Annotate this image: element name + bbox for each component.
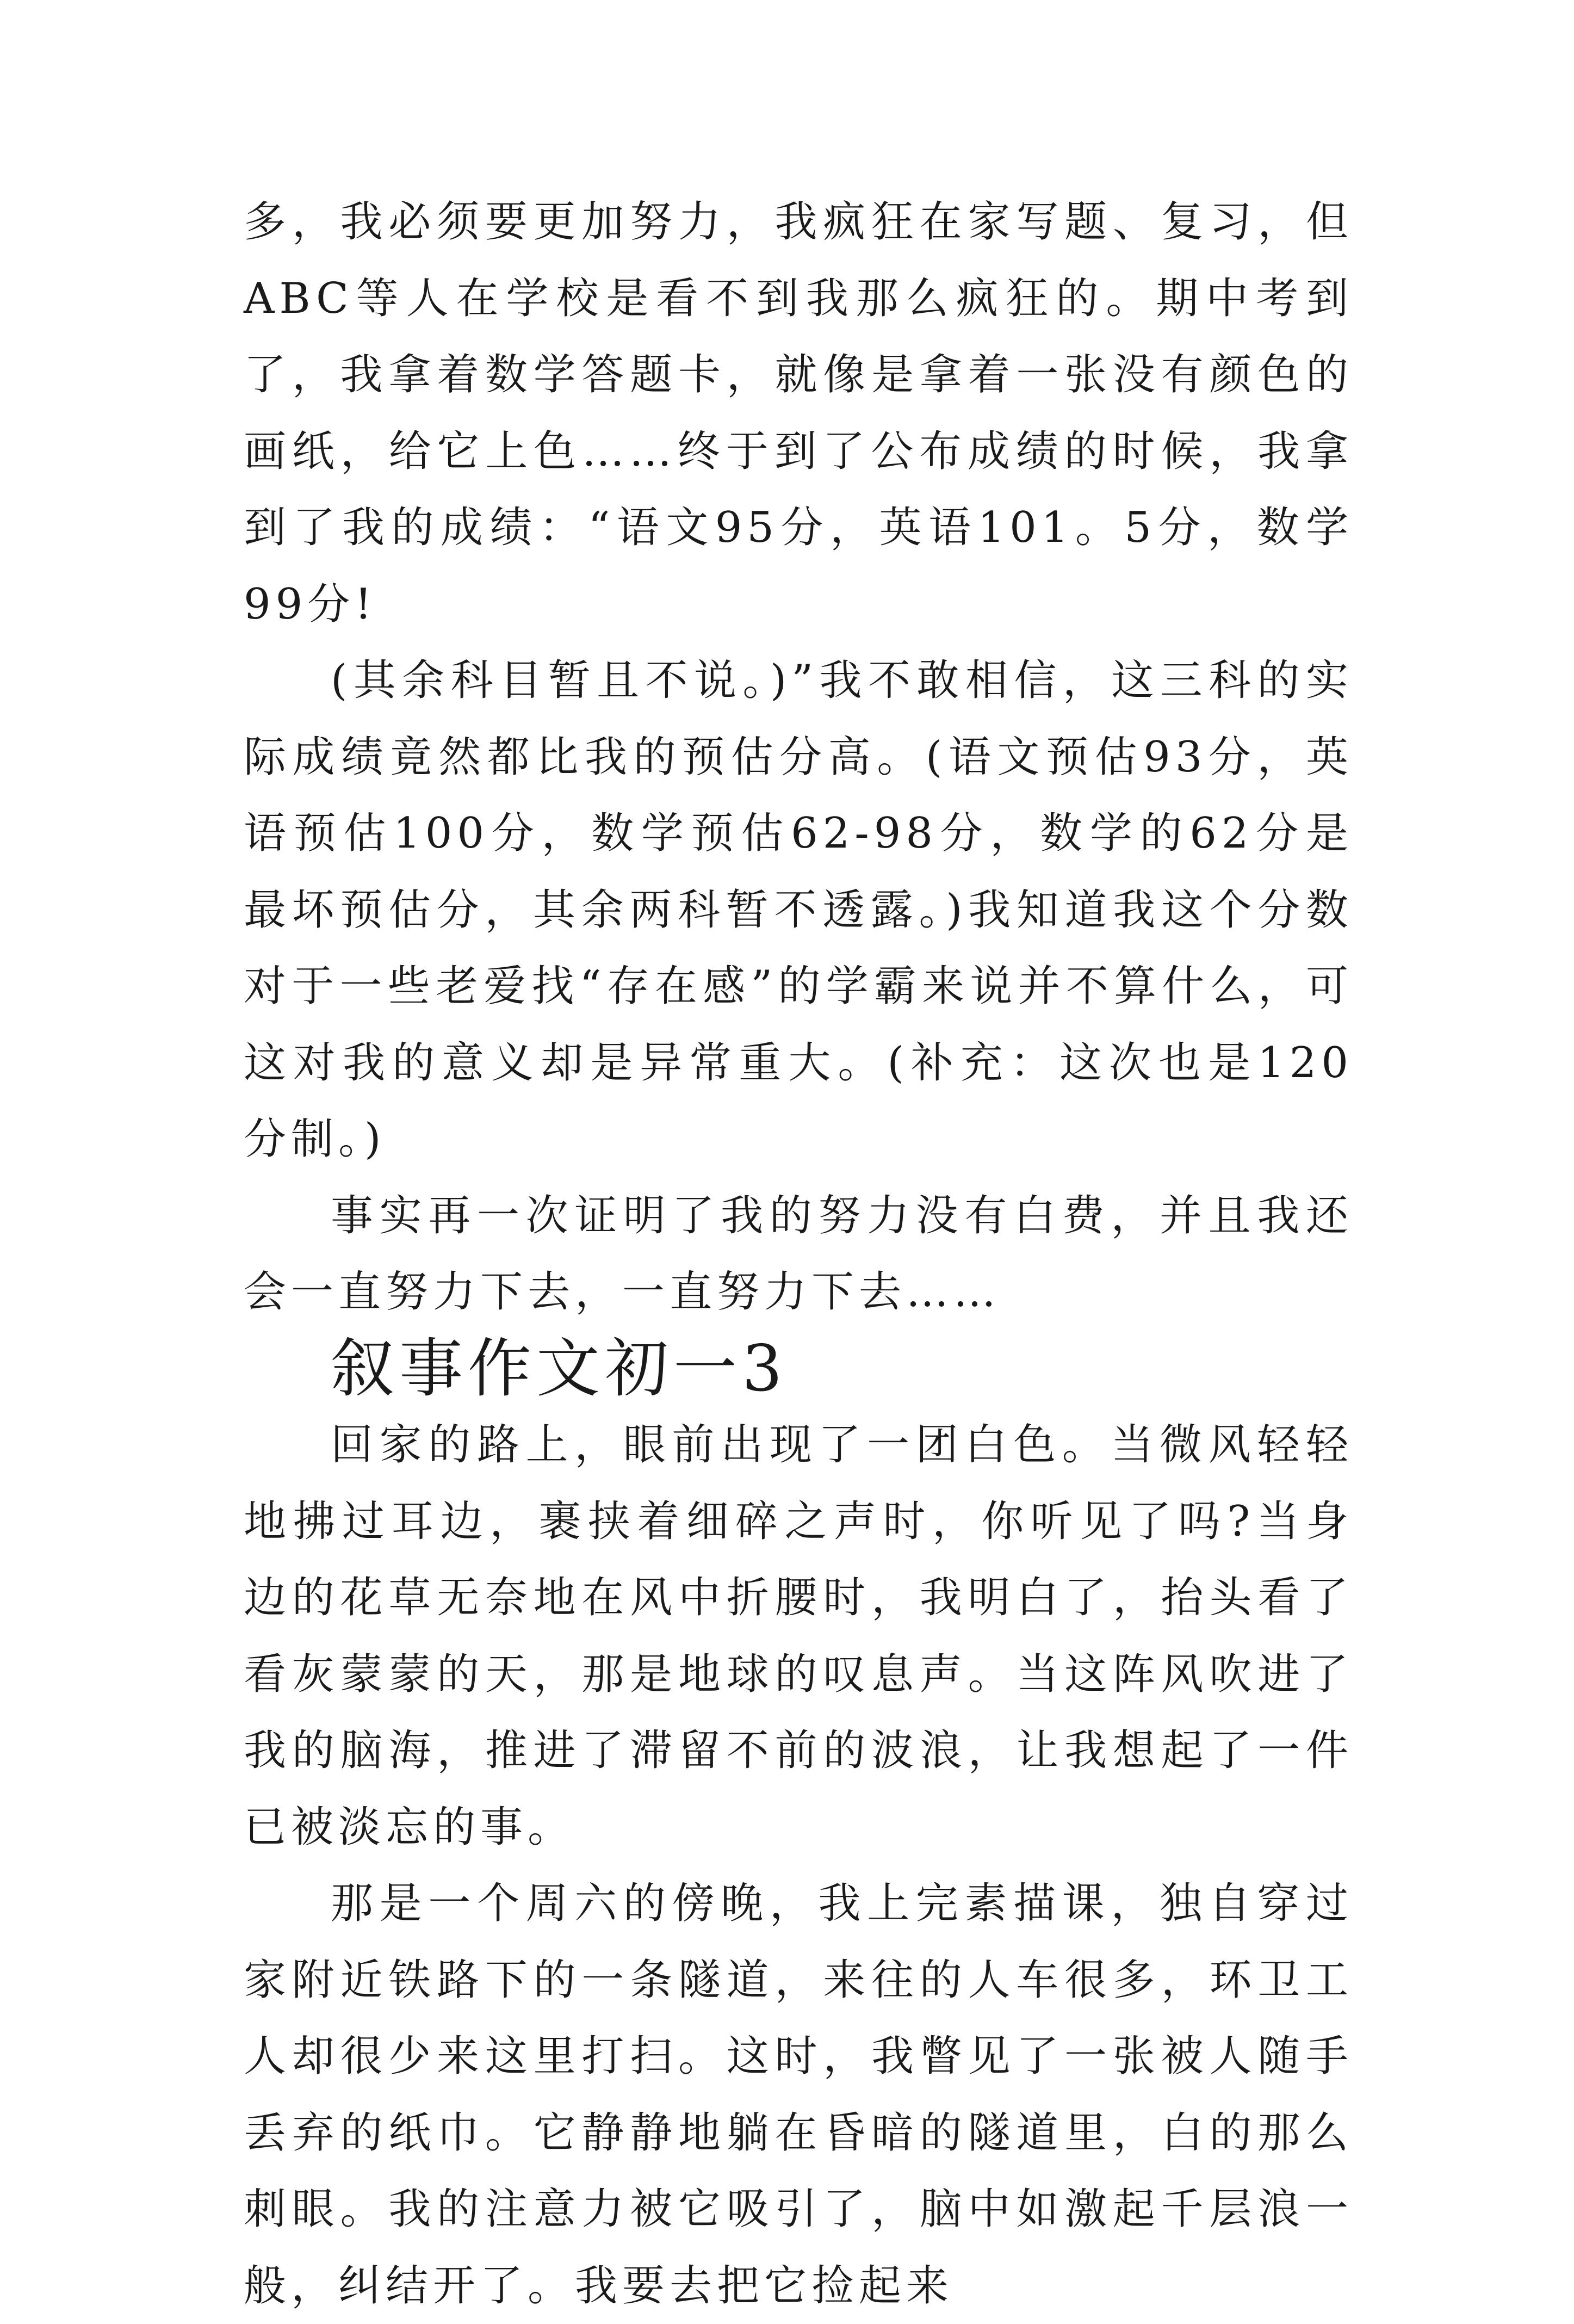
- paragraph-2: (其余科目暂且不说。)”我不敢相信，这三科的实际成绩竟然都比我的预估分高。(语文预估93分，英语预估100分，数学预估62-98分，数学的62分是最坏预估分，其余两科暂不透露。)我知道我这个分数对于一些老爱找“存在感”的学霸来说并不算什么，可这对我的意义却是异常重大。(补充：这次也是120分制。): [244, 656, 1353, 1164]
- paragraph-3: 事实再一次证明了我的努力没有白费，并且我还会一直努力下去，一直努力下去……: [244, 1191, 1353, 1316]
- paragraph-1: 多，我必须要更加努力，我疯狂在家写题、复习，但ABC等人在学校是看不到我那么疯狂的。期中考到了，我拿着数学答题卡，就像是拿着一张没有颜色的画纸，给它上色……终于到了公布成绩的时候，我拿到了我的成绩：“语文95分，英语101。5分，数学99分!: [244, 197, 1353, 629]
- paragraph-5: 那是一个周六的傍晚，我上完素描课，独自穿过家附近铁路下的一条隧道，来往的人车很多，环卫工人却很少来这里打扫。这时，我瞥见了一张被人随手丢弃的纸巾。它静静地躺在昏暗的隧道里，白的那么刺眼。我的注意力被它吸引了，脑中如激起千层浪一般，纠结开了。我要去把它捡起来: [244, 1879, 1353, 2310]
- paragraph-4: 回家的路上，眼前出现了一团白色。当微风轻轻地拂过耳边，裹挟着细碎之声时，你听见了吗?当身边的花草无奈地在风中折腰时，我明白了，抬头看了看灰蒙蒙的天，那是地球的叹息声。当这阵风吹进了我的脑海，推进了滞留不前的波浪，让我想起了一件已被淡忘的事。: [244, 1420, 1353, 1852]
- section-heading: 叙事作文初一3: [331, 1331, 788, 1406]
- document-body: [244, 184, 1353, 2324]
